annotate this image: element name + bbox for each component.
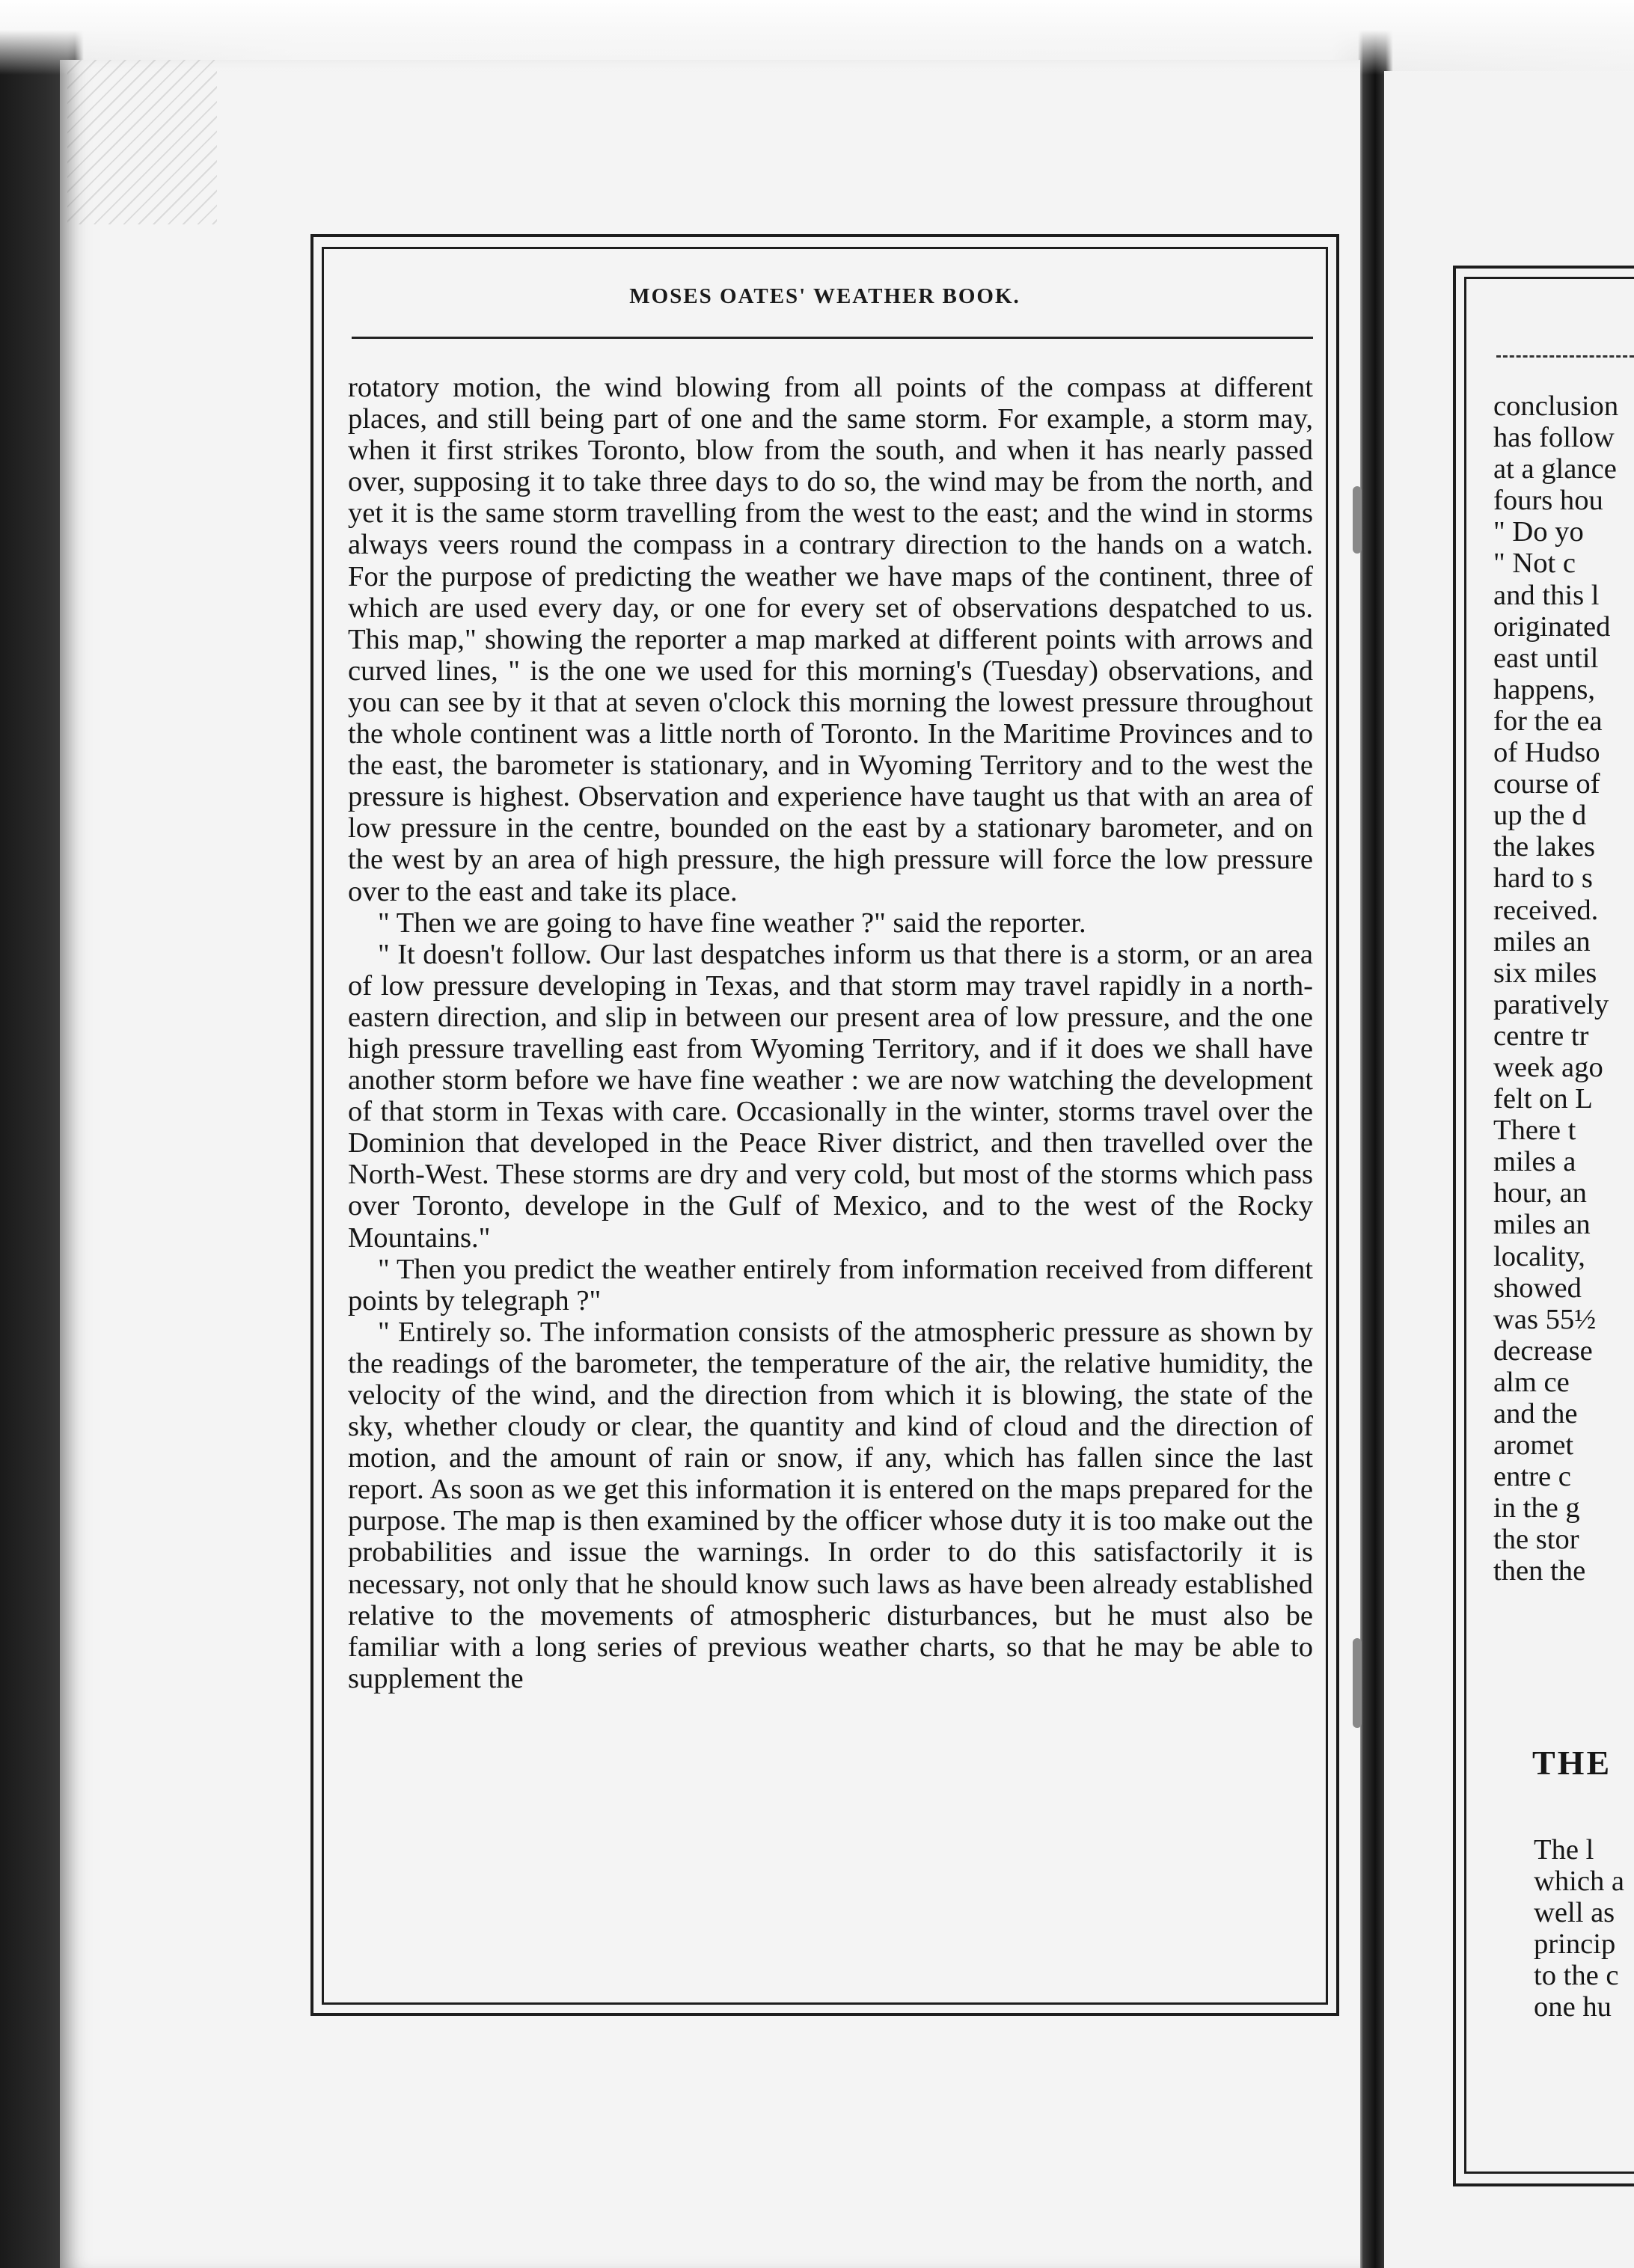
text-line: decrease: [1493, 1334, 1593, 1367]
text-line: fours hou: [1493, 485, 1603, 517]
text-line: six miles: [1493, 957, 1597, 989]
text-line: up the d: [1493, 800, 1587, 832]
text-line: miles a: [1493, 1146, 1576, 1178]
text-line: the lakes: [1493, 831, 1596, 863]
paragraph: " Then you predict the weather entirely from information received from different points by telegraph ?": [348, 1253, 1313, 1317]
text-line: which a: [1534, 1866, 1625, 1898]
right-page-body-lower: [1534, 1834, 1634, 2023]
text-line: originated: [1493, 610, 1611, 643]
running-header: MOSES OATES' WEATHER BOOK.: [629, 284, 1021, 308]
text-line: centre tr: [1493, 1020, 1589, 1052]
text-line: at a glance: [1493, 453, 1617, 485]
text-line: alm ce: [1493, 1366, 1570, 1398]
text-line: There t: [1493, 1115, 1576, 1147]
top-margin: [0, 0, 1634, 75]
text-line: week ago: [1493, 1051, 1603, 1083]
text-line: conclusion: [1493, 390, 1619, 422]
paragraph: rotatory motion, the wind blowing from all points of the compass at different places, and still being part of one and the same storm. For example, a storm may, when it first strikes Toronto, blow from the south, and when it has nearly passed over, supposing it to take three days to do so, the wind may be from the north, and yet it is the same storm travelling from the west to the east; and the wind in storms always veers round the compass in a contrary direction to the hands on a watch. For the purpose of predicting the weather we have maps of the continent, three of which are used every day, or one for every set of observations despatched to us. This map," showing the reporter a map marked at different points with arrows and curved lines, " is the one we used for this morning's (Tuesday) observations, and you can see by it that at seven o'clock this morning the lowest pressure throughout the whole continent was a little north of Toronto. In the Maritime Provinces and to the east, the barometer is stationary, and in Wyoming Territory and to the west the pressure is highest. Observation and experience have taught us that with an area of low pressure in the centre, bounded on the east by a stationary barometer, and on the west by an area of high pressure, the high pressure will force the low pressure over to the east and take its place.: [348, 372, 1313, 907]
text-line: for the ea: [1493, 705, 1603, 737]
right-header-rule: [1496, 355, 1634, 358]
text-line: hour, an: [1493, 1177, 1587, 1210]
text-line: locality,: [1493, 1240, 1585, 1272]
text-line: one hu: [1534, 1991, 1612, 2023]
text-line: " Do yo: [1493, 516, 1584, 548]
text-line: paratively: [1493, 988, 1609, 1020]
paragraph: " It doesn't follow. Our last despatches inform us that there is a storm, or an area of low pressure developing in Texas, and that storm may travel rapidly in a north-eastern direction, and slip in between our present area of low pressure, and the one high pressure travelling east from Wyoming Territory, and if it does we shall have another storm before we have fine weather : we are now watching the development of that storm in Texas with care. Occasionally in the winter, storms travel over the Dominion that developed in the Peace River district, and then travelled over the North-West. These storms are dry and very cold, but most of the storms which pass over Toronto, develope in the Gulf of Mexico, and to the west of the Rocky Mountains.": [348, 938, 1313, 1254]
text-line: well as: [1534, 1897, 1615, 1929]
text-line: entre c: [1493, 1461, 1571, 1493]
text-line: east until: [1493, 642, 1599, 674]
right-section-heading: THE: [1532, 1744, 1612, 1782]
text-line: felt on L: [1493, 1083, 1593, 1115]
binding-hole: [1353, 1638, 1362, 1728]
text-line: miles an: [1493, 1209, 1591, 1241]
paragraph: " Then we are going to have fine weather ?" said the reporter.: [378, 907, 1086, 939]
text-line: has follow: [1493, 422, 1615, 454]
text-line: aromet: [1493, 1429, 1574, 1462]
text-line: was 55½: [1493, 1303, 1597, 1335]
text-line: showed: [1493, 1272, 1582, 1304]
text-line: then the: [1493, 1555, 1586, 1587]
right-page-body: [1493, 390, 1634, 1587]
text-line: miles an: [1493, 925, 1591, 957]
header-rule: [352, 337, 1313, 339]
paragraph: " Entirely so. The information consists of the atmospheric pressure as shown by the readings of the barometer, the temperature of the air, the relative humidity, the velocity of the wind, and the direction from which it is blowing, the state of the sky, whether cloudy or clear, the quantity and kind of cloud and the direction of motion, and the amount of rain or snow, if any, which has fallen since the last report. As soon as we get this information it is entered on the maps prepared for the purpose. The map is then examined by the officer whose duty it is too make out the probabilities and issue the warnings. In order to do this satisfactorily it is necessary, not only that he should know such laws as have been already established relative to the movements of atmospheric disturbances, but he must also be familiar with a long series of previous weather charts, so that he may be able to supplement the: [348, 1316, 1313, 1694]
text-line: received.: [1493, 894, 1599, 926]
text-line: and the: [1493, 1398, 1578, 1429]
left-page-body: [348, 372, 1313, 1694]
text-line: in the g: [1493, 1492, 1580, 1524]
binding-hole: [1353, 486, 1362, 554]
page-corner-crease: [67, 60, 217, 224]
text-line: hard to s: [1493, 862, 1593, 895]
text-line: happens,: [1493, 673, 1596, 705]
text-line: the stor: [1493, 1524, 1579, 1556]
text-line: course of: [1493, 768, 1600, 800]
text-line: and this l: [1493, 579, 1600, 611]
text-line: to the c: [1534, 1960, 1619, 1992]
text-line: The l: [1534, 1834, 1594, 1866]
text-line: of Hudso: [1493, 737, 1600, 769]
text-line: " Not c: [1493, 548, 1576, 580]
text-line: princip: [1534, 1928, 1616, 1961]
